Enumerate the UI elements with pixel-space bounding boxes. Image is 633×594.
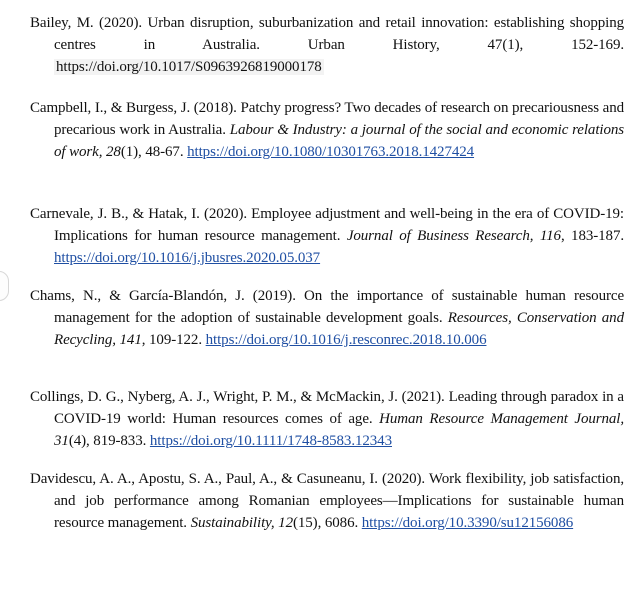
- reference-source: Labour & Industry: a journal of the social and economic relations of work,: [54, 122, 624, 160]
- reference-source: Sustainability,: [190, 515, 279, 531]
- reference-title: Employee adjustment and well-being in the era of COVID-19: Implications for human resource management.: [54, 206, 624, 244]
- reference-source: Journal of Business Research,: [346, 228, 540, 244]
- reference-title: On the importance of sustainable human resource management for the adoption of sustainable development goals.: [54, 288, 624, 326]
- reference-issue-pages: (1), 48-67.: [120, 144, 188, 160]
- reference-doi-link[interactable]: https://doi.org/10.1016/j.resconrec.2018.10.006: [205, 332, 487, 348]
- reference-authors: Carnevale, J. B., & Hatak, I. (2020).: [30, 206, 252, 222]
- reference-doi-text: https://doi.org/10.1017/S0963926819000178: [56, 59, 322, 75]
- reference-doi-link[interactable]: https://doi.org/10.1080/10301763.2018.1427424: [187, 144, 475, 160]
- reference-entry-bailey: [30, 12, 624, 78]
- reference-source: Urban History,: [307, 37, 488, 53]
- reference-entry-collings: [30, 386, 624, 452]
- reference-title: Work flexibility, job satisfaction, and job performance among Romanian employees—Implications for sustainable human resource management.: [54, 471, 624, 531]
- reference-volume: 141: [119, 332, 142, 348]
- reference-entry-campbell: [30, 97, 624, 163]
- reference-authors: Davidescu, A. A., Apostu, S. A., Paul, A., & Casuneanu, I. (2020).: [30, 471, 429, 487]
- reference-source: Human Resource Management Journal,: [379, 411, 625, 427]
- reference-issue-pages: (1), 152-169.: [502, 37, 625, 53]
- reference-issue-pages: , 183-187.: [560, 228, 624, 244]
- reference-volume: 47: [487, 37, 503, 53]
- reference-doi-link[interactable]: https://doi.org/10.1016/j.jbusres.2020.05.037: [54, 250, 321, 266]
- reference-volume: 28: [106, 144, 121, 160]
- reference-volume: 12: [278, 515, 293, 531]
- reference-entry-chams: [30, 285, 624, 351]
- reference-authors: Campbell, I., & Burgess, J. (2018).: [30, 100, 241, 116]
- reference-issue-pages: (4), 819-833.: [68, 433, 150, 449]
- reference-authors: Bailey, M. (2020).: [30, 15, 148, 31]
- reference-entry-carnevale: [30, 203, 624, 269]
- reference-title: Leading through paradox in a COVID-19 world: Human resources comes of age.: [54, 389, 624, 427]
- reference-doi-link[interactable]: https://doi.org/10.3390/su12156086: [361, 515, 574, 531]
- side-panel-tab[interactable]: [0, 271, 9, 301]
- reference-volume: 116: [539, 228, 561, 244]
- reference-title: Patchy progress? Two decades of research on precariousness and precarious work in Australia.: [54, 100, 624, 138]
- reference-volume: 31: [54, 433, 69, 449]
- reference-entry-davidescu: [30, 468, 624, 534]
- reference-authors: Chams, N., & García-Blandón, J. (2019).: [30, 288, 305, 304]
- reference-issue-pages: (15), 6086.: [292, 515, 362, 531]
- reference-authors: Collings, D. G., Nyberg, A. J., Wright, P. M., & McMackin, J. (2021).: [30, 389, 449, 405]
- reference-doi-link[interactable]: https://doi.org/10.1111/1748-8583.12343: [149, 433, 392, 449]
- reference-title: Urban disruption, suburbanization and retail innovation: establishing shopping centres in Australia.: [54, 15, 625, 53]
- reference-source: Resources, Conservation and Recycling,: [54, 310, 624, 348]
- reference-issue-pages: , 109-122.: [141, 332, 206, 348]
